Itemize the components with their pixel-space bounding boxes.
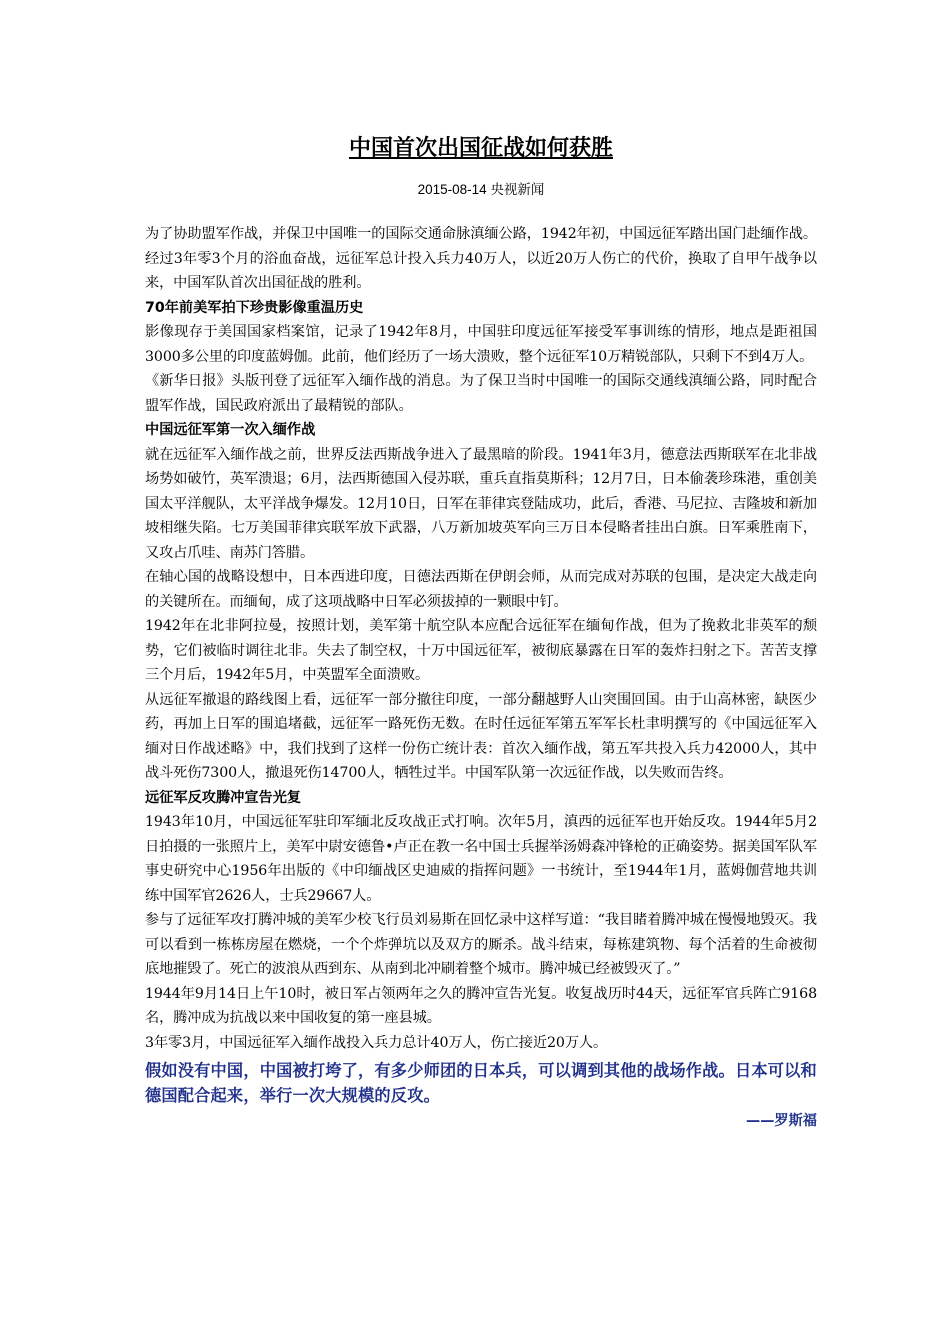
paragraph: 参与了远征军攻打腾冲城的美军少校飞行员刘易斯在回忆录中这样写道：“我目睹着腾冲城在慢慢地毁灭。我可以看到一栋栋房屋在燃烧，一个个炸弹坑以及双方的厮杀。战斗结束，每栋建筑物、每个活着的生命被彻底地摧毁了。死亡的波浪从西到东、从南到北冲刷着整个城市。腾冲城已经被毁灭了。” [145,912,817,977]
section-heading: 中国远征军第一次入缅作战 [145,422,316,438]
paragraph: 1944年9月14日上午10时，被日军占领两年之久的腾冲宣告光复。收复战历时44天，远征军官兵阵亡9168名，腾冲成为抗战以来中国收复的第一座县城。 [145,985,817,1026]
paragraph: 1942年在北非阿拉曼，按照计划，美军第十航空队本应配合远征军在缅甸作战，但为了挽救北非英军的颓势，它们被临时调往北非。失去了制空权，十万中国远征军，被彻底暴露在日军的轰炸扫射之下。苦苦支撑三个月后，1942年5月，中英盟军全面溃败。 [145,618,817,683]
quote-attribution: ——罗斯福 [746,1113,817,1129]
document-page [145,130,817,1134]
article-body [145,222,817,1055]
paragraph-intro: 为了协助盟军作战，并保卫中国唯一的国际交通命脉滇缅公路，1942年初，中国远征军踏出国门赴缅作战。经过3年零3个月的浴血奋战，远征军总计投入兵力40万人，以近20万人伤亡的代价，换取了自甲午战争以来，中国军队首次出国征战的胜利。 [145,226,817,291]
paragraph: 《新华日报》头版刊登了远征军入缅作战的消息。为了保卫当时中国唯一的国际交通线滇缅公路，同时配合盟军作战，国民政府派出了最精锐的部队。 [145,373,817,414]
paragraph: 在轴心国的战略设想中，日本西进印度，日德法西斯在伊朗会师，从而完成对苏联的包围，是决定大战走向的关键所在。而缅甸，成了这项战略中日军必须拔掉的一颗眼中钉。 [145,569,817,610]
article-title: 中国首次出国征战如何获胜 [348,135,613,161]
paragraph: 影像现存于美国国家档案馆，记录了1942年8月，中国驻印度远征军接受军事训练的情形，地点是距祖国3000多公里的印度蓝姆伽。此前，他们经历了一场大溃败，整个远征军10万精锐部队，只剩下不到4万人。 [145,324,817,365]
paragraph: 3年零3月，中国远征军入缅作战投入兵力总计40万人，伤亡接近20万人。 [145,1034,608,1051]
paragraph: 就在远征军入缅作战之前，世界反法西斯战争进入了最黑暗的阶段。1941年3月，德意法西斯联军在北非战场势如破竹，英军溃退；6月，法西斯德国入侵苏联，重兵直指莫斯科；12月7日，日本偷袭珍珠港，重创美国太平洋舰队，太平洋战争爆发。12月10日，日军在菲律宾登陆成功，此后，香港、马尼拉、吉隆坡和新加坡相继失陷。七万美国菲律宾联军放下武器，八万新加坡英军向三万日本侵略者挂出白旗。日军乘胜南下，又攻占爪哇、南苏门答腊。 [145,446,817,561]
article-meta: 2015-08-14 央视新闻 [417,182,545,197]
section-heading: 70年前美军拍下珍贵影像重温历史 [145,299,364,316]
paragraph: 1943年10月，中国远征军驻印军缅北反攻战正式打响。次年5月，滇西的远征军也开始反攻。1944年5月2日拍摄的一张照片上，美军中尉安德鲁•卢正在教一名中国士兵握举汤姆森冲锋枪的正确姿势。据美国军队军事史研究中心1956年出版的《中印缅战区史迪威的指挥问题》一书统计，至1944年1月，蓝姆伽营地共训练中国军官2626人，士兵29667人。 [145,814,817,904]
closing-quote: 假如没有中国，中国被打垮了，有多少师团的日本兵，可以调到其他的战场作战。日本可以和德国配合起来，举行一次大规模的反攻。 [145,1061,817,1105]
paragraph: 从远征军撤退的路线图上看，远征军一部分撤往印度，一部分翻越野人山突围回国。由于山高林密，缺医少药，再加上日军的围追堵截，远征军一路死伤无数。在时任远征军第五军军长杜聿明撰写的《中国远征军入缅对日作战述略》中，我们找到了这样一份伤亡统计表：首次入缅作战，第五军共投入兵力42000人，其中战斗死伤7300人，撤退死伤14700人，牺牲过半。中国军队第一次远征作战，以失败而告终。 [145,691,817,781]
section-heading: 远征军反攻腾冲宣告光复 [145,789,302,806]
